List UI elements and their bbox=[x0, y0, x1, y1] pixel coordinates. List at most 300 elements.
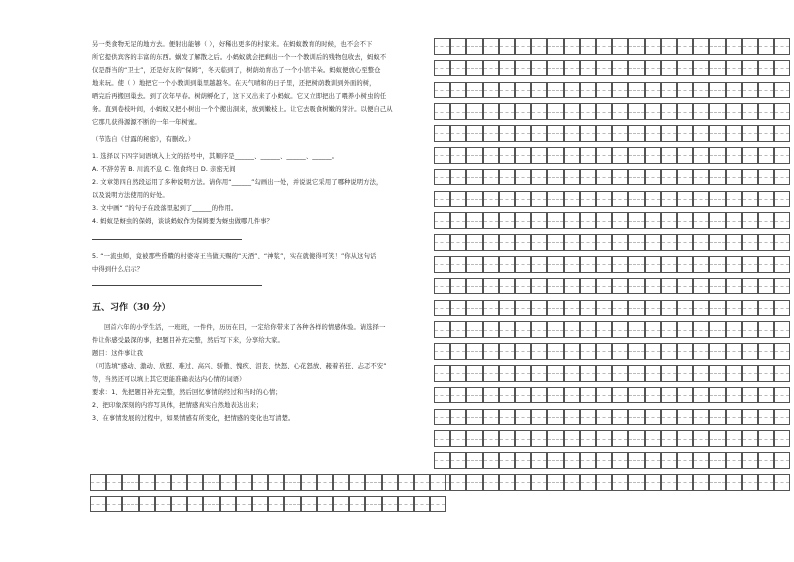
grid-cell[interactable] bbox=[564, 82, 580, 99]
grid-cell[interactable] bbox=[774, 409, 790, 426]
grid-cell[interactable] bbox=[661, 343, 677, 360]
grid-cell[interactable] bbox=[612, 256, 628, 273]
grid-cell[interactable] bbox=[450, 256, 466, 273]
grid-cell[interactable] bbox=[450, 169, 466, 186]
grid-cell[interactable] bbox=[774, 321, 790, 338]
grid-cell[interactable] bbox=[499, 256, 515, 273]
grid-cell[interactable] bbox=[398, 496, 414, 513]
grid-cell[interactable] bbox=[434, 343, 450, 360]
grid-cell[interactable] bbox=[450, 82, 466, 99]
grid-cell[interactable] bbox=[434, 300, 450, 317]
grid-cell[interactable] bbox=[434, 278, 450, 295]
grid-cell[interactable] bbox=[612, 82, 628, 99]
grid-cell[interactable] bbox=[564, 387, 580, 404]
grid-cell[interactable] bbox=[645, 278, 661, 295]
grid-cell[interactable] bbox=[580, 256, 596, 273]
grid-cell[interactable] bbox=[709, 387, 725, 404]
grid-cell[interactable] bbox=[466, 278, 482, 295]
grid-cell[interactable] bbox=[450, 38, 466, 55]
grid-cell[interactable] bbox=[742, 38, 758, 55]
grid-cell[interactable] bbox=[677, 409, 693, 426]
grid-cell[interactable] bbox=[742, 365, 758, 382]
grid-cell[interactable] bbox=[612, 365, 628, 382]
grid-cell[interactable] bbox=[628, 409, 644, 426]
grid-cell[interactable] bbox=[434, 191, 450, 208]
grid-cell[interactable] bbox=[726, 234, 742, 251]
grid-cell[interactable] bbox=[499, 387, 515, 404]
grid-cell[interactable] bbox=[645, 430, 661, 447]
grid-cell[interactable] bbox=[612, 212, 628, 229]
grid-cell[interactable] bbox=[661, 409, 677, 426]
grid-cell[interactable] bbox=[106, 474, 122, 491]
grid-cell[interactable] bbox=[628, 300, 644, 317]
grid-cell[interactable] bbox=[531, 147, 547, 164]
grid-cell[interactable] bbox=[349, 496, 365, 513]
grid-cell[interactable] bbox=[450, 343, 466, 360]
grid-cell[interactable] bbox=[596, 147, 612, 164]
grid-cell[interactable] bbox=[466, 191, 482, 208]
grid-cell[interactable] bbox=[693, 256, 709, 273]
grid-cell[interactable] bbox=[693, 125, 709, 142]
grid-cell[interactable] bbox=[645, 409, 661, 426]
answer-line[interactable] bbox=[92, 239, 242, 240]
grid-cell[interactable] bbox=[466, 321, 482, 338]
grid-cell[interactable] bbox=[450, 125, 466, 142]
grid-cell[interactable] bbox=[531, 125, 547, 142]
grid-cell[interactable] bbox=[677, 234, 693, 251]
grid-cell[interactable] bbox=[499, 430, 515, 447]
grid-cell[interactable] bbox=[171, 474, 187, 491]
grid-cell[interactable] bbox=[515, 430, 531, 447]
grid-cell[interactable] bbox=[564, 191, 580, 208]
grid-cell[interactable] bbox=[709, 103, 725, 120]
grid-cell[interactable] bbox=[284, 474, 300, 491]
grid-cell[interactable] bbox=[531, 60, 547, 77]
grid-cell[interactable] bbox=[645, 256, 661, 273]
grid-cell[interactable] bbox=[774, 82, 790, 99]
grid-cell[interactable] bbox=[382, 496, 398, 513]
grid-cell[interactable] bbox=[580, 212, 596, 229]
grid-cell[interactable] bbox=[434, 430, 450, 447]
grid-cell[interactable] bbox=[499, 278, 515, 295]
answer-line[interactable] bbox=[92, 285, 262, 286]
grid-cell[interactable] bbox=[301, 474, 317, 491]
grid-cell[interactable] bbox=[758, 430, 774, 447]
grid-cell[interactable] bbox=[547, 452, 563, 469]
grid-cell[interactable] bbox=[709, 60, 725, 77]
grid-cell[interactable] bbox=[774, 300, 790, 317]
grid-cell[interactable] bbox=[612, 191, 628, 208]
grid-cell[interactable] bbox=[547, 321, 563, 338]
grid-cell[interactable] bbox=[677, 60, 693, 77]
grid-cell[interactable] bbox=[774, 343, 790, 360]
grid-cell[interactable] bbox=[580, 474, 596, 491]
grid-cell[interactable] bbox=[139, 496, 155, 513]
grid-cell[interactable] bbox=[434, 409, 450, 426]
grid-cell[interactable] bbox=[531, 82, 547, 99]
grid-cell[interactable] bbox=[709, 452, 725, 469]
grid-cell[interactable] bbox=[628, 60, 644, 77]
grid-cell[interactable] bbox=[580, 191, 596, 208]
grid-cell[interactable] bbox=[499, 343, 515, 360]
grid-cell[interactable] bbox=[236, 474, 252, 491]
grid-cell[interactable] bbox=[531, 234, 547, 251]
grid-cell[interactable] bbox=[203, 496, 219, 513]
grid-cell[interactable] bbox=[252, 496, 268, 513]
grid-cell[interactable] bbox=[645, 452, 661, 469]
grid-cell[interactable] bbox=[580, 387, 596, 404]
grid-cell[interactable] bbox=[203, 474, 219, 491]
grid-cell[interactable] bbox=[709, 191, 725, 208]
grid-cell[interactable] bbox=[466, 169, 482, 186]
grid-cell[interactable] bbox=[612, 300, 628, 317]
grid-cell[interactable] bbox=[483, 300, 499, 317]
grid-cell[interactable] bbox=[645, 387, 661, 404]
grid-cell[interactable] bbox=[628, 169, 644, 186]
grid-cell[interactable] bbox=[612, 278, 628, 295]
grid-cell[interactable] bbox=[742, 60, 758, 77]
grid-cell[interactable] bbox=[693, 365, 709, 382]
grid-cell[interactable] bbox=[628, 234, 644, 251]
grid-cell[interactable] bbox=[430, 496, 446, 513]
grid-cell[interactable] bbox=[466, 474, 482, 491]
grid-cell[interactable] bbox=[483, 321, 499, 338]
grid-cell[interactable] bbox=[628, 38, 644, 55]
grid-cell[interactable] bbox=[645, 234, 661, 251]
grid-cell[interactable] bbox=[515, 452, 531, 469]
grid-cell[interactable] bbox=[693, 452, 709, 469]
grid-cell[interactable] bbox=[515, 365, 531, 382]
grid-cell[interactable] bbox=[564, 125, 580, 142]
grid-cell[interactable] bbox=[564, 365, 580, 382]
grid-cell[interactable] bbox=[450, 212, 466, 229]
grid-cell[interactable] bbox=[483, 38, 499, 55]
grid-cell[interactable] bbox=[187, 496, 203, 513]
grid-cell[interactable] bbox=[515, 234, 531, 251]
grid-cell[interactable] bbox=[564, 321, 580, 338]
grid-cell[interactable] bbox=[693, 169, 709, 186]
grid-cell[interactable] bbox=[693, 38, 709, 55]
grid-cell[interactable] bbox=[515, 191, 531, 208]
grid-cell[interactable] bbox=[726, 409, 742, 426]
grid-cell[interactable] bbox=[628, 147, 644, 164]
grid-cell[interactable] bbox=[645, 365, 661, 382]
grid-cell[interactable] bbox=[252, 474, 268, 491]
grid-cell[interactable] bbox=[547, 147, 563, 164]
grid-cell[interactable] bbox=[693, 234, 709, 251]
grid-cell[interactable] bbox=[628, 343, 644, 360]
grid-cell[interactable] bbox=[483, 191, 499, 208]
grid-cell[interactable] bbox=[661, 191, 677, 208]
grid-cell[interactable] bbox=[612, 169, 628, 186]
grid-cell[interactable] bbox=[499, 125, 515, 142]
grid-cell[interactable] bbox=[709, 147, 725, 164]
grid-cell[interactable] bbox=[450, 103, 466, 120]
grid-cell[interactable] bbox=[693, 387, 709, 404]
grid-cell[interactable] bbox=[742, 387, 758, 404]
grid-cell[interactable] bbox=[693, 409, 709, 426]
grid-cell[interactable] bbox=[774, 256, 790, 273]
grid-cell[interactable] bbox=[580, 38, 596, 55]
grid-cell[interactable] bbox=[547, 300, 563, 317]
grid-cell[interactable] bbox=[398, 474, 414, 491]
grid-cell[interactable] bbox=[596, 212, 612, 229]
grid-cell[interactable] bbox=[709, 321, 725, 338]
grid-cell[interactable] bbox=[515, 278, 531, 295]
grid-cell[interactable] bbox=[774, 387, 790, 404]
grid-cell[interactable] bbox=[580, 300, 596, 317]
grid-cell[interactable] bbox=[483, 387, 499, 404]
grid-cell[interactable] bbox=[122, 474, 138, 491]
grid-cell[interactable] bbox=[547, 256, 563, 273]
grid-cell[interactable] bbox=[661, 387, 677, 404]
grid-cell[interactable] bbox=[531, 256, 547, 273]
grid-cell[interactable] bbox=[596, 321, 612, 338]
grid-cell[interactable] bbox=[758, 256, 774, 273]
grid-cell[interactable] bbox=[564, 300, 580, 317]
grid-cell[interactable] bbox=[693, 343, 709, 360]
grid-cell[interactable] bbox=[547, 474, 563, 491]
grid-cell[interactable] bbox=[450, 387, 466, 404]
grid-cell[interactable] bbox=[466, 300, 482, 317]
grid-cell[interactable] bbox=[742, 452, 758, 469]
grid-cell[interactable] bbox=[483, 125, 499, 142]
grid-cell[interactable] bbox=[515, 321, 531, 338]
grid-cell[interactable] bbox=[483, 169, 499, 186]
grid-cell[interactable] bbox=[531, 300, 547, 317]
grid-cell[interactable] bbox=[499, 234, 515, 251]
grid-cell[interactable] bbox=[645, 125, 661, 142]
grid-cell[interactable] bbox=[612, 234, 628, 251]
grid-cell[interactable] bbox=[547, 234, 563, 251]
grid-cell[interactable] bbox=[155, 474, 171, 491]
grid-cell[interactable] bbox=[596, 234, 612, 251]
grid-cell[interactable] bbox=[774, 278, 790, 295]
grid-cell[interactable] bbox=[758, 125, 774, 142]
grid-cell[interactable] bbox=[483, 409, 499, 426]
grid-cell[interactable] bbox=[661, 147, 677, 164]
grid-cell[interactable] bbox=[726, 60, 742, 77]
grid-cell[interactable] bbox=[661, 278, 677, 295]
grid-cell[interactable] bbox=[758, 191, 774, 208]
grid-cell[interactable] bbox=[434, 82, 450, 99]
grid-cell[interactable] bbox=[547, 278, 563, 295]
grid-cell[interactable] bbox=[612, 343, 628, 360]
grid-cell[interactable] bbox=[515, 125, 531, 142]
grid-cell[interactable] bbox=[499, 212, 515, 229]
grid-cell[interactable] bbox=[709, 300, 725, 317]
grid-cell[interactable] bbox=[709, 82, 725, 99]
grid-cell[interactable] bbox=[628, 256, 644, 273]
grid-cell[interactable] bbox=[515, 343, 531, 360]
grid-cell[interactable] bbox=[122, 496, 138, 513]
grid-cell[interactable] bbox=[466, 103, 482, 120]
grid-cell[interactable] bbox=[774, 430, 790, 447]
grid-cell[interactable] bbox=[596, 256, 612, 273]
grid-cell[interactable] bbox=[564, 278, 580, 295]
grid-cell[interactable] bbox=[466, 147, 482, 164]
grid-cell[interactable] bbox=[515, 256, 531, 273]
grid-cell[interactable] bbox=[726, 191, 742, 208]
grid-cell[interactable] bbox=[564, 409, 580, 426]
grid-cell[interactable] bbox=[693, 82, 709, 99]
grid-cell[interactable] bbox=[580, 234, 596, 251]
grid-cell[interactable] bbox=[628, 125, 644, 142]
grid-cell[interactable] bbox=[726, 387, 742, 404]
grid-cell[interactable] bbox=[531, 365, 547, 382]
grid-cell[interactable] bbox=[742, 430, 758, 447]
grid-cell[interactable] bbox=[564, 147, 580, 164]
grid-cell[interactable] bbox=[515, 38, 531, 55]
grid-cell[interactable] bbox=[628, 387, 644, 404]
grid-cell[interactable] bbox=[596, 278, 612, 295]
grid-cell[interactable] bbox=[677, 430, 693, 447]
grid-cell[interactable] bbox=[515, 474, 531, 491]
grid-cell[interactable] bbox=[499, 60, 515, 77]
grid-cell[interactable] bbox=[596, 409, 612, 426]
grid-cell[interactable] bbox=[434, 452, 450, 469]
grid-cell[interactable] bbox=[382, 474, 398, 491]
grid-cell[interactable] bbox=[661, 474, 677, 491]
grid-cell[interactable] bbox=[531, 409, 547, 426]
grid-cell[interactable] bbox=[564, 343, 580, 360]
grid-cell[interactable] bbox=[758, 60, 774, 77]
grid-cell[interactable] bbox=[434, 256, 450, 273]
grid-cell[interactable] bbox=[547, 38, 563, 55]
grid-cell[interactable] bbox=[774, 474, 790, 491]
grid-cell[interactable] bbox=[677, 103, 693, 120]
grid-cell[interactable] bbox=[774, 60, 790, 77]
grid-cell[interactable] bbox=[709, 234, 725, 251]
grid-cell[interactable] bbox=[434, 60, 450, 77]
grid-cell[interactable] bbox=[628, 191, 644, 208]
grid-cell[interactable] bbox=[531, 278, 547, 295]
grid-cell[interactable] bbox=[580, 60, 596, 77]
grid-cell[interactable] bbox=[709, 125, 725, 142]
grid-cell[interactable] bbox=[236, 496, 252, 513]
grid-cell[interactable] bbox=[661, 125, 677, 142]
grid-cell[interactable] bbox=[709, 409, 725, 426]
grid-cell[interactable] bbox=[284, 496, 300, 513]
grid-cell[interactable] bbox=[515, 169, 531, 186]
grid-cell[interactable] bbox=[483, 278, 499, 295]
grid-cell[interactable] bbox=[596, 343, 612, 360]
grid-cell[interactable] bbox=[450, 430, 466, 447]
grid-cell[interactable] bbox=[171, 496, 187, 513]
grid-cell[interactable] bbox=[483, 452, 499, 469]
grid-cell[interactable] bbox=[661, 234, 677, 251]
grid-cell[interactable] bbox=[450, 60, 466, 77]
grid-cell[interactable] bbox=[434, 125, 450, 142]
grid-cell[interactable] bbox=[774, 212, 790, 229]
grid-cell[interactable] bbox=[758, 365, 774, 382]
grid-cell[interactable] bbox=[596, 300, 612, 317]
grid-cell[interactable] bbox=[645, 38, 661, 55]
grid-cell[interactable] bbox=[499, 321, 515, 338]
grid-cell[interactable] bbox=[466, 234, 482, 251]
grid-cell[interactable] bbox=[758, 38, 774, 55]
grid-cell[interactable] bbox=[774, 234, 790, 251]
grid-cell[interactable] bbox=[139, 474, 155, 491]
grid-cell[interactable] bbox=[531, 321, 547, 338]
grid-cell[interactable] bbox=[612, 409, 628, 426]
grid-cell[interactable] bbox=[466, 38, 482, 55]
grid-cell[interactable] bbox=[645, 300, 661, 317]
grid-cell[interactable] bbox=[677, 38, 693, 55]
grid-cell[interactable] bbox=[742, 212, 758, 229]
grid-cell[interactable] bbox=[434, 212, 450, 229]
grid-cell[interactable] bbox=[709, 343, 725, 360]
grid-cell[interactable] bbox=[499, 474, 515, 491]
grid-cell[interactable] bbox=[580, 278, 596, 295]
grid-cell[interactable] bbox=[677, 343, 693, 360]
grid-cell[interactable] bbox=[677, 387, 693, 404]
grid-cell[interactable] bbox=[677, 365, 693, 382]
grid-cell[interactable] bbox=[693, 212, 709, 229]
grid-cell[interactable] bbox=[434, 387, 450, 404]
grid-cell[interactable] bbox=[693, 430, 709, 447]
grid-cell[interactable] bbox=[628, 430, 644, 447]
grid-cell[interactable] bbox=[742, 278, 758, 295]
grid-cell[interactable] bbox=[612, 474, 628, 491]
grid-cell[interactable] bbox=[677, 300, 693, 317]
grid-cell[interactable] bbox=[709, 256, 725, 273]
grid-cell[interactable] bbox=[466, 125, 482, 142]
grid-cell[interactable] bbox=[742, 300, 758, 317]
grid-cell[interactable] bbox=[693, 278, 709, 295]
grid-cell[interactable] bbox=[596, 38, 612, 55]
grid-cell[interactable] bbox=[220, 496, 236, 513]
grid-cell[interactable] bbox=[547, 343, 563, 360]
grid-cell[interactable] bbox=[774, 169, 790, 186]
grid-cell[interactable] bbox=[758, 409, 774, 426]
grid-cell[interactable] bbox=[483, 474, 499, 491]
grid-cell[interactable] bbox=[645, 474, 661, 491]
grid-cell[interactable] bbox=[726, 321, 742, 338]
grid-cell[interactable] bbox=[758, 278, 774, 295]
grid-cell[interactable] bbox=[466, 365, 482, 382]
grid-cell[interactable] bbox=[612, 452, 628, 469]
grid-cell[interactable] bbox=[612, 147, 628, 164]
grid-cell[interactable] bbox=[466, 452, 482, 469]
grid-cell[interactable] bbox=[758, 452, 774, 469]
grid-cell[interactable] bbox=[742, 147, 758, 164]
grid-cell[interactable] bbox=[677, 125, 693, 142]
grid-cell[interactable] bbox=[726, 343, 742, 360]
grid-cell[interactable] bbox=[434, 321, 450, 338]
grid-cell[interactable] bbox=[726, 82, 742, 99]
grid-cell[interactable] bbox=[564, 212, 580, 229]
grid-cell[interactable] bbox=[466, 430, 482, 447]
grid-cell[interactable] bbox=[612, 60, 628, 77]
grid-cell[interactable] bbox=[645, 212, 661, 229]
grid-cell[interactable] bbox=[709, 474, 725, 491]
grid-cell[interactable] bbox=[612, 321, 628, 338]
grid-cell[interactable] bbox=[645, 82, 661, 99]
grid-cell[interactable] bbox=[677, 452, 693, 469]
grid-cell[interactable] bbox=[612, 387, 628, 404]
grid-cell[interactable] bbox=[742, 125, 758, 142]
grid-cell[interactable] bbox=[677, 256, 693, 273]
grid-cell[interactable] bbox=[726, 103, 742, 120]
grid-cell[interactable] bbox=[693, 191, 709, 208]
grid-cell[interactable] bbox=[645, 321, 661, 338]
grid-cell[interactable] bbox=[547, 103, 563, 120]
grid-cell[interactable] bbox=[726, 474, 742, 491]
grid-cell[interactable] bbox=[515, 60, 531, 77]
grid-cell[interactable] bbox=[430, 474, 446, 491]
grid-cell[interactable] bbox=[317, 474, 333, 491]
